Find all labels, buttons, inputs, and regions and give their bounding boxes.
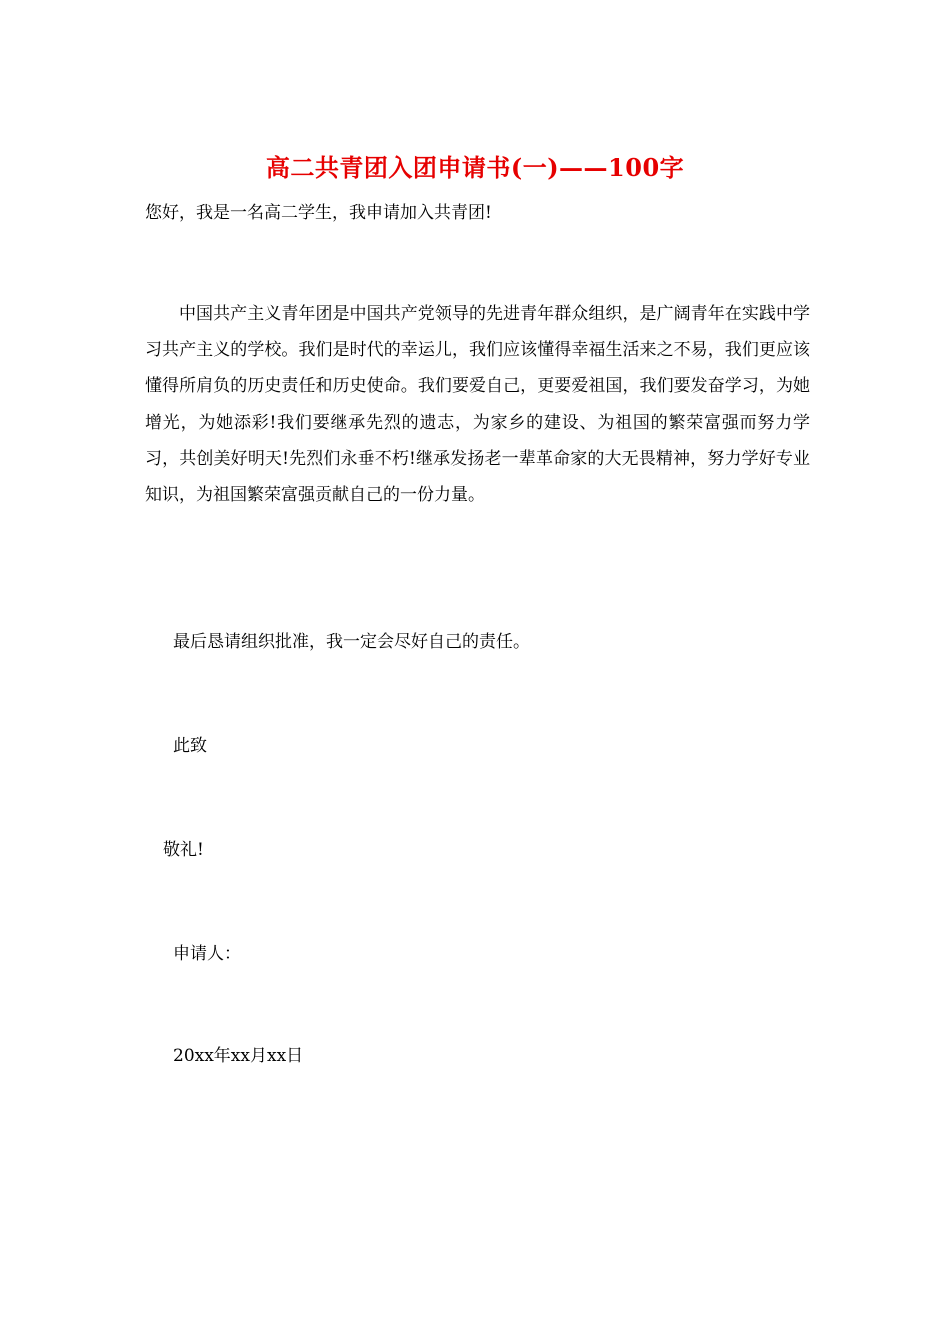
body-paragraph: 中国共产主义青年团是中国共产党领导的先进青年群众组织，是广阔青年在实践中学习共产主义的学校。我们是时代的幸运儿，我们应该懂得幸福生活来之不易，我们更应该懂得所肩负的历史责任和历史使命。我们要爱自己，更要爱祖国，我们要发奋学习，为她增光，为她添彩!我们要继承先烈的遗志，为家乡的建设、为祖国的繁荣富强而努力学习，共创美好明天!先烈们永垂不朽!继承发扬老一辈革命家的大无畏精神，努力学好专业知识，为祖国繁荣富强贡献自己的一份力量。 xyxy=(145,304,810,506)
greeting-line: 您好，我是一名高二学生，我申请加入共青团! xyxy=(145,203,492,223)
document-title: 高二共青团入团申请书(一)——100字 xyxy=(265,153,685,182)
salutation-jingli: 敬礼! xyxy=(163,840,204,860)
salutation-cizhi: 此致 xyxy=(173,736,207,756)
closing-line: 最后恳请组织批准，我一定会尽好自己的责任。 xyxy=(173,632,530,652)
applicant-label: 申请人： xyxy=(173,944,241,964)
date-line: 20xx年xx月xx日 xyxy=(173,1046,304,1066)
